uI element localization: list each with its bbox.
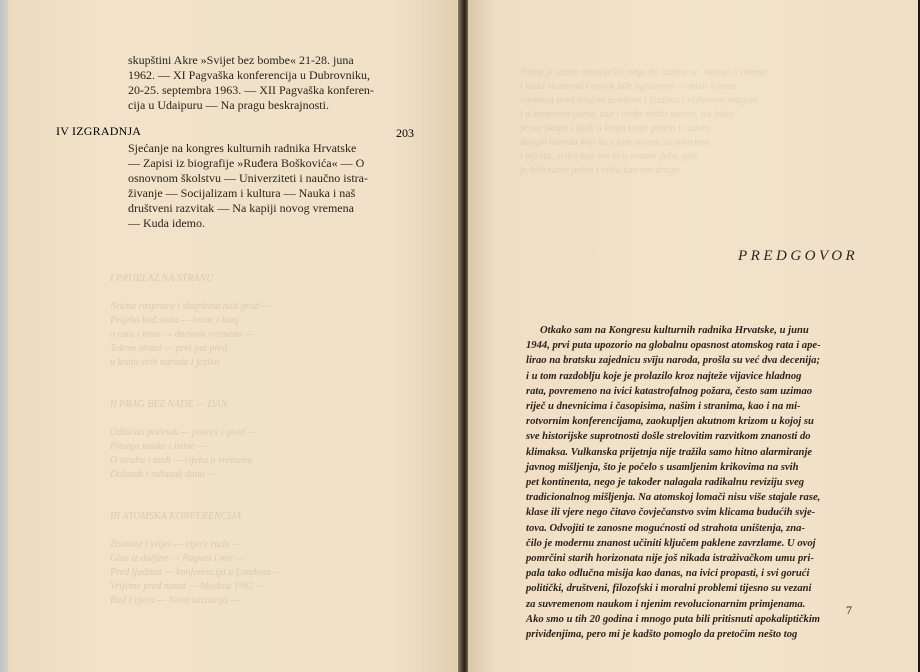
preface-line: javnog mišljenja, što je počelo s usamljenim krikovima na svih [526, 461, 799, 473]
preface-line: za suvremenom naukom i njenim revolucionarnim primjenama. [526, 598, 806, 610]
preface-paragraph [526, 323, 856, 642]
preface-line: i u tom razdoblju koje je prolazilo kroz najteže vijavice hladnog [526, 370, 802, 382]
preface-line: sve historijske suprotnosti došle strelovitim razvitkom znanosti do [526, 431, 811, 443]
toc-section-heading: IV IZGRADNJA [56, 124, 142, 138]
toc-line: Sjećanje na kongres kulturnih radnika Hrvatske [128, 141, 357, 155]
preface-line: priviđenjima, pero mi je kadšto pomoglo da pretočim nešto tog [526, 629, 798, 641]
preface-line: klase ili vjere nego čitavo čovječanstvo svim klicama budućih svje- [526, 507, 816, 519]
toc-line: 20-25. septembra 1963. — XII Pagvaška konferen- [128, 83, 374, 97]
preface-line: klimaksa. Vulkanska prijetnja nije tražila samo hitno alarmiranje [526, 446, 813, 458]
preface-line: Otkako sam na Kongresu kulturnih radnika Hrvatske, u junu [540, 325, 809, 336]
preface-line: tova. Odvojiti te zanosne mogućnosti od strahota uništenja, zna- [526, 522, 806, 534]
toc-entry-continued [128, 53, 378, 113]
toc-line: — Zapisi iz biografije »Ruđera Boškovića« — O [128, 156, 365, 170]
toc-section-contents [128, 141, 380, 231]
preface-line: rotvornim konferencijama, zaokupljen akutnom krizom u kojoj su [526, 416, 814, 428]
preface-line: rata, povremeno na ivici katastrofalnog požara, često sam uzimao [526, 385, 813, 397]
preface-line: pet kontinenta, nego je također nalagala radikalnu reviziju sveg [526, 477, 805, 489]
toc-line: — Kuda idemo. [128, 216, 205, 230]
preface-line: politički, društveni, filozofski i moralni problemi tijesno su vezani [526, 583, 812, 595]
toc-line: cija u Udaipuru — Na pragu beskrajnosti. [128, 98, 329, 112]
toc-line: osnovnom školstvu — Univerziteti i naučno istra- [128, 171, 368, 185]
preface-line: lirao na bratsku zajednicu svīju naroda, prošla su već dva decenija; [526, 355, 820, 367]
preface-line: 1944, prvi puta upozorio na globalnu opasnost atomskog rata i ape- [526, 340, 821, 352]
toc-line: skupštini Akre »Svijet bez bombe« 21-28. juna [128, 53, 354, 67]
preface-line: pomrčini starih horizonata nije još nikada istraživačkom umu pri- [526, 553, 814, 565]
preface-line: čilo je modernu znanost učiniti ključem paklene zavrzlame. U ovoj [526, 537, 816, 549]
chapter-title: PREDGOVOR [738, 248, 859, 264]
page-number: 7 [846, 603, 852, 617]
preface-line: pala tako odlučna misija kao danas, na ivici propasti, i svi gorući [526, 568, 810, 580]
toc-line: 1962. — XI Pagvaška konferencija u Dubrovniku, [128, 68, 370, 82]
toc-line: društveni razvitak — Na kapiji novog vremena [128, 201, 354, 215]
preface-line: riječ u dnevnicima i časopisima, našim i stranima, kao i na mi- [526, 401, 801, 413]
preface-line: tradicionalnog mišljenja. Na atomskoj lomači nisu više stajale rase, [526, 492, 821, 504]
bleed-through-text: Treba je zaista nasmiješiti nego mi naziva se, mnogo o ovome i kada su imena i uvijek bile uglavnom — misli o tome vremena pred svojom zemljom i ljudima i njihovom snagom i u konferencijama, sad i ovdje među sobom, tek kako je sve skupa i ljudi u kraju svoje putem i radom drugih naroda koji su u tom svijetu sa stvarima i mjesta, svijet kao sve to u ovome dobu gdje je bilo samo jedno i ništa kao sve drugo [520, 67, 767, 176]
toc-line: živanje — Socijalizam i kultura — Nauka i naš [128, 186, 356, 200]
toc-section-page-number: 203 [396, 126, 414, 140]
preface-line: Ako smo u tih 20 godina i mnogo puta bili pritisnuti apokaliptičkim [526, 613, 821, 625]
